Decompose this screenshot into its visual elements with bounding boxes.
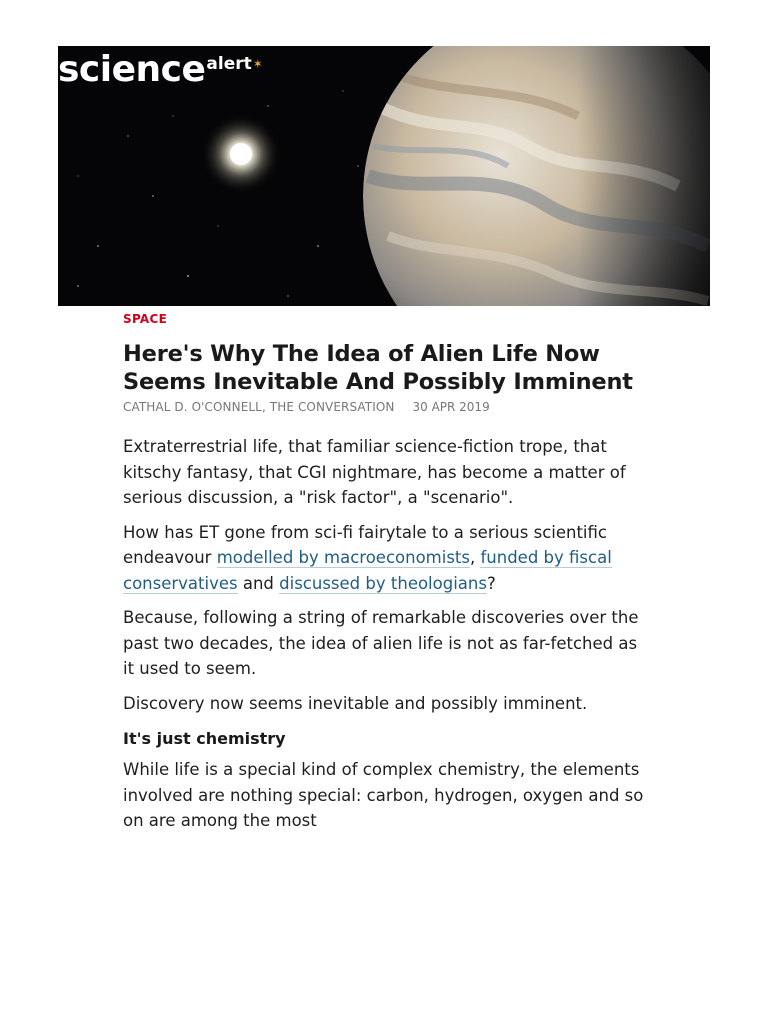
link-funded-by-fiscal-conservatives[interactable]: funded by fiscal conservatives [123,548,612,593]
paragraph-2-text-b: , [469,548,481,567]
article-body [123,434,653,834]
logo-alert-text: alert [206,54,252,74]
paragraph-2-text-a: How has ET gone from sci-fi fairytale to a serious scientific endeavour [123,522,607,567]
paragraph-2-text-d: ? [486,573,496,593]
paragraph-4: Discovery now seems inevitable and possibly imminent. [123,693,588,713]
article-title: Here's Why The Idea of Alien Life Now Seems Inevitable And Possibly Imminent [123,341,633,395]
author-byline[interactable]: CATHAL D. O'CONNELL, THE CONVERSATION [123,400,395,414]
category-link[interactable]: SPACE [123,312,168,326]
paragraph-1: Extraterrestrial life, that familiar science-fiction trope, that kitschy fantasy, that CGI nightmare, has become a matter of serious discussion, a "risk factor", a "scenario". [123,437,626,507]
article-meta [123,400,653,414]
paragraph-3: Because, following a string of remarkable discoveries over the past two decades, the idea of alien life is not as far-fetched as it used to seem. [123,608,639,678]
logo-science-text: science [58,49,206,90]
paragraph-5: While life is a special kind of complex chemistry, the elements involved are nothing special: carbon, hydrogen, oxygen and so on are among the most [123,760,644,830]
article [123,310,653,843]
link-modelled-by-macroeconomists[interactable]: modelled by macroeconomists [216,548,470,567]
paragraph-2 [123,520,653,597]
publish-date: 30 APR 2019 [412,400,490,414]
hero-image [58,46,710,306]
star-icon: ✶ [252,57,263,71]
section-heading: It's just chemistry [123,729,286,748]
site-logo[interactable] [58,48,263,92]
paragraph-2-text-c: and [237,573,280,593]
link-discussed-by-theologians[interactable]: discussed by theologians [279,573,487,593]
